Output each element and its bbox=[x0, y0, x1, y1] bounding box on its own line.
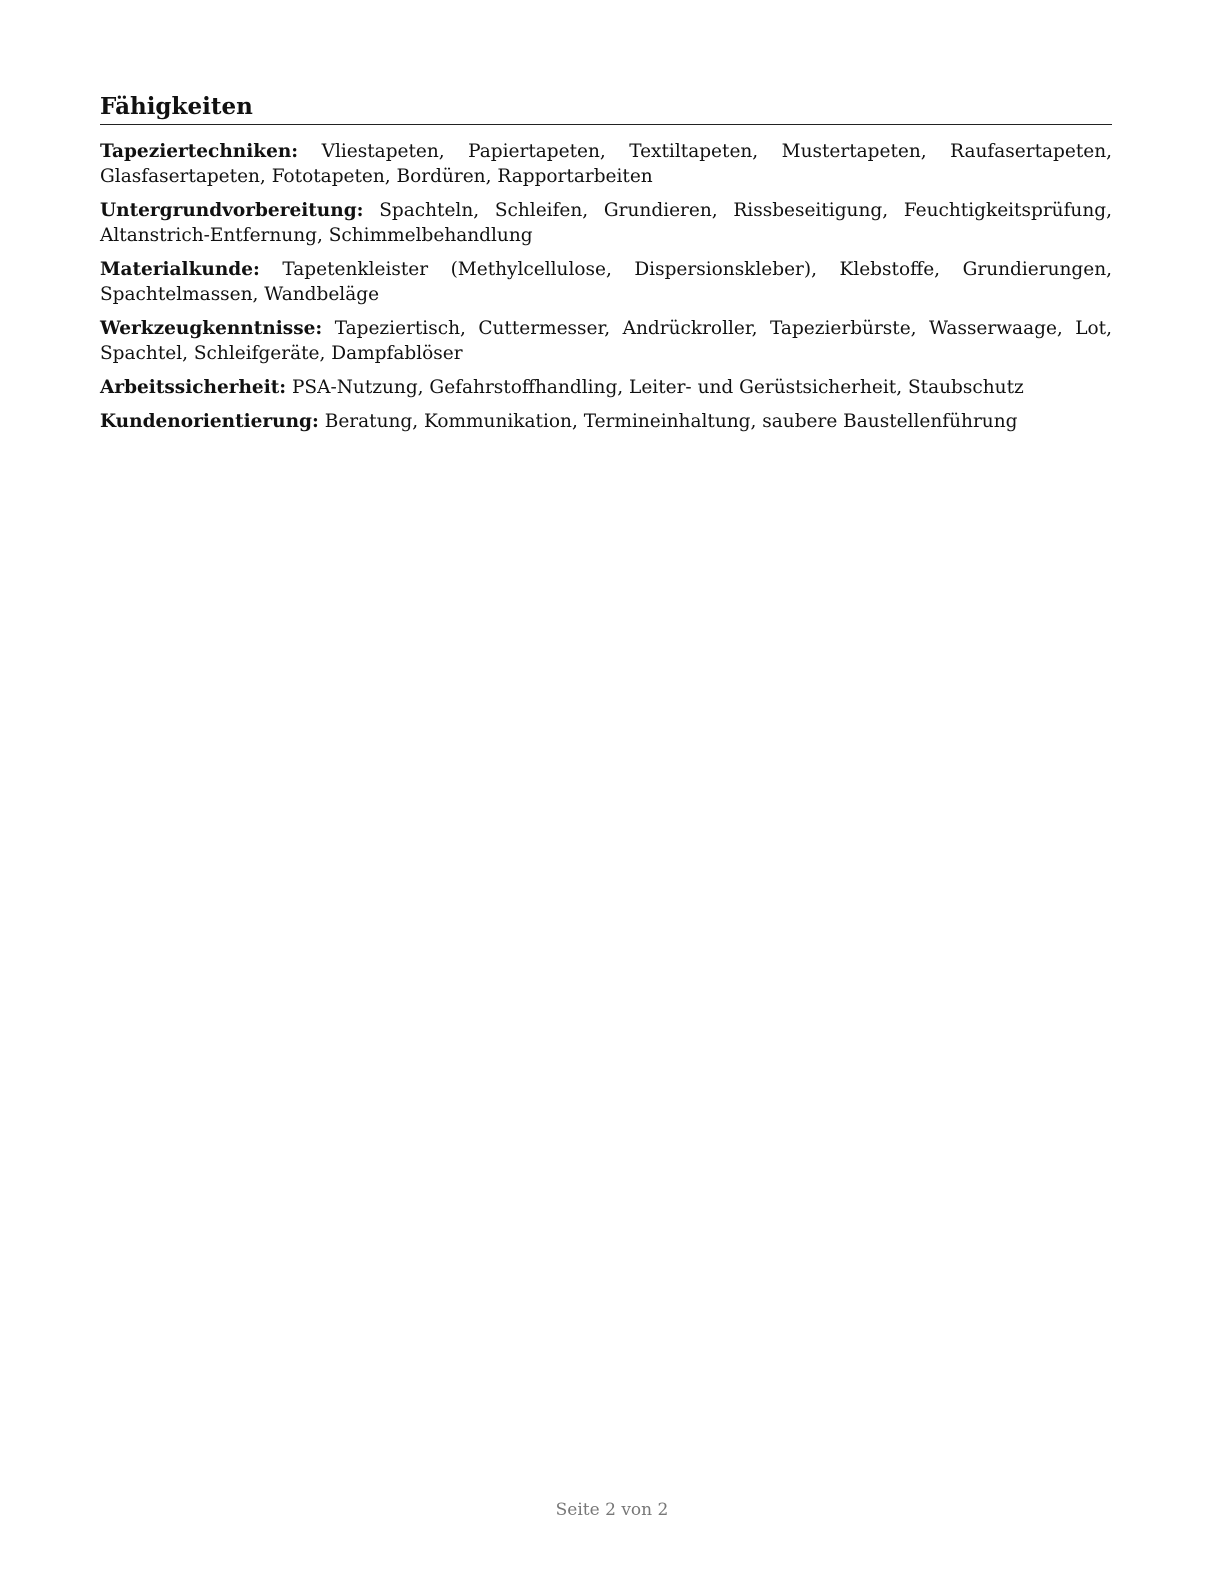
page-footer: Seite 2 von 2 bbox=[555, 1500, 669, 1520]
skill-label: Werkzeugkenntnisse: bbox=[100, 318, 323, 339]
skill-text: Tapeziertisch, Cuttermesser, Andrückroller, Tapezierbürste, Wasserwaage, Lot, Spachtel, Schleifgeräte, Dampfablöser bbox=[100, 318, 1112, 364]
skill-label: Materialkunde: bbox=[100, 259, 260, 280]
skill-label: Tapeziertechniken: bbox=[100, 141, 299, 162]
skill-text: Spachteln, Schleifen, Grundieren, Rissbeseitigung, Feuchtigkeitsprüfung, Altanstrich-Entfernung, Schimmelbehandlung bbox=[100, 200, 1112, 246]
skill-text: Vliestapeten, Papiertapeten, Textiltapeten, Mustertapeten, Raufasertapeten, Glasfasertapeten, Fototapeten, Bordüren, Rapportarbeiten bbox=[100, 141, 1113, 187]
skill-item-arbeitssicherheit bbox=[100, 375, 1112, 400]
document-page bbox=[100, 92, 1112, 443]
skill-text: PSA-Nutzung, Gefahrstoffhandling, Leiter- und Gerüstsicherheit, Staubschutz bbox=[291, 377, 1024, 398]
skill-item-tapeziertechniken bbox=[100, 139, 1112, 189]
skill-text: Beratung, Kommunikation, Termineinhaltung, saubere Baustellenführung bbox=[324, 411, 1018, 432]
skill-item-untergrundvorbereitung bbox=[100, 198, 1112, 248]
section-title-skills: Fähigkeiten bbox=[100, 92, 1112, 125]
skill-label: Kundenorientierung: bbox=[100, 411, 319, 432]
skill-label: Untergrundvorbereitung: bbox=[100, 200, 364, 221]
skill-text: Tapetenkleister (Methylcellulose, Dispersionskleber), Klebstoffe, Grundierungen, Spachtelmassen, Wandbeläge bbox=[100, 259, 1112, 305]
skill-item-kundenorientierung bbox=[100, 409, 1112, 434]
skill-item-werkzeugkenntnisse bbox=[100, 316, 1112, 366]
skills-list bbox=[100, 139, 1112, 434]
skill-item-materialkunde bbox=[100, 257, 1112, 307]
skill-label: Arbeitssicherheit: bbox=[100, 377, 287, 398]
